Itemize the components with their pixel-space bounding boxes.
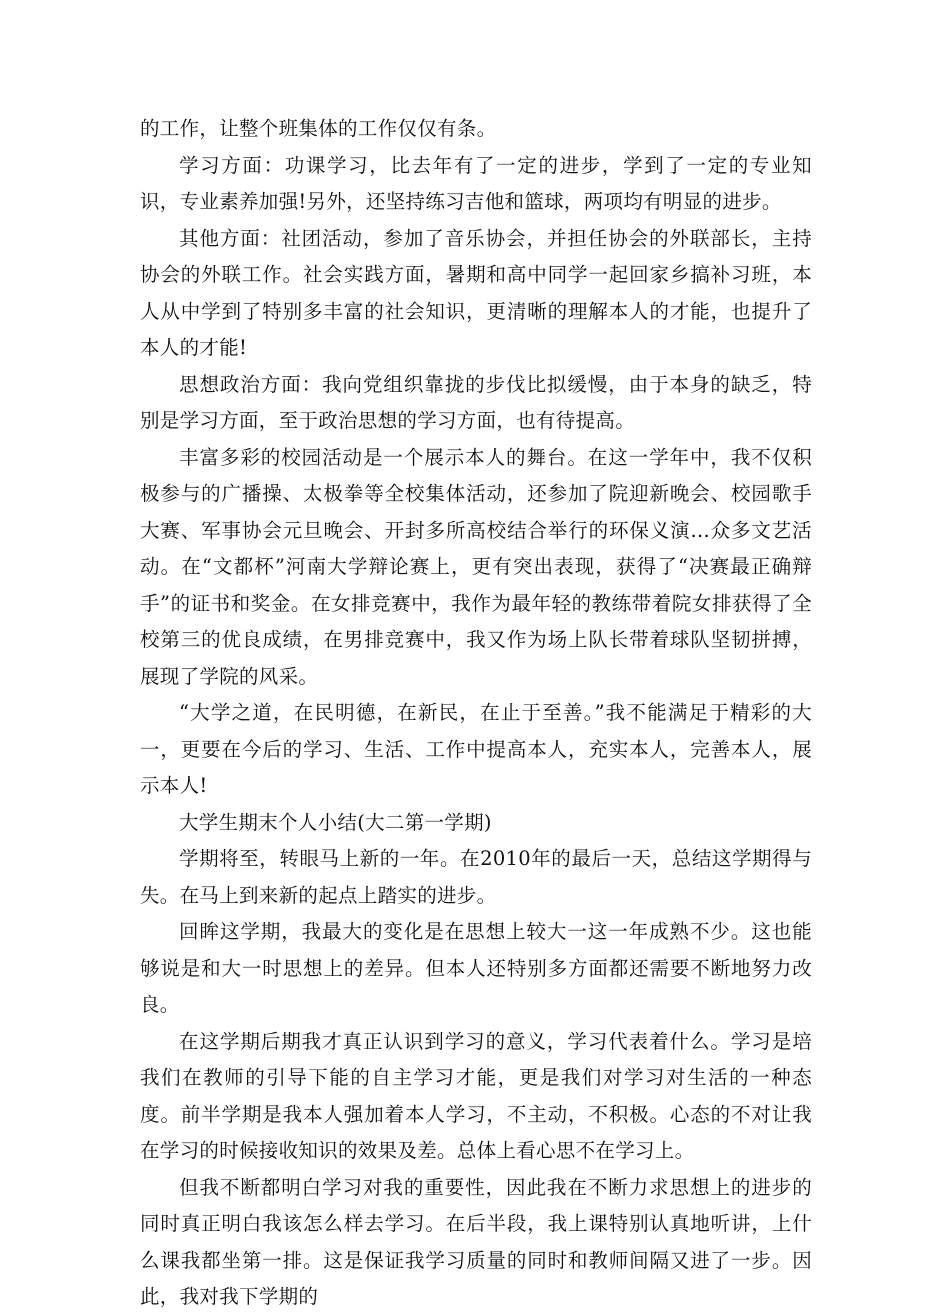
paragraph-campus-activities: 丰富多彩的校园活动是一个展示本人的舞台。在这一学年中，我不仅积极参与的广播操、太极拳等全校集体活动，还参加了院迎新晚会、校园歌手大赛、军事协会元旦晚会、开封多所高校结合举行的环保义演...众多文艺活动。在“文都杯”河南大学辩论赛上，更有突出表现，获得了“决赛最正确辩手”的证书和奖金。在女排竞赛中，我作为最年轻的教练带着院女排获得了全校第三的优良成绩，在男排竞赛中，我又作为场上队长带着球队坚韧拼搏，展现了学院的风采。 bbox=[140, 445, 812, 688]
paragraph-continuation: 的工作，让整个班集体的工作仅仅有条。 bbox=[140, 117, 497, 140]
paragraph-other-aspects: 其他方面：社团活动，参加了音乐协会，并担任协会的外联部长，主持协会的外联工作。社会实践方面，暑期和高中同学一起回家乡搞补习班，本人从中学到了特别多丰富的社会知识，更清晰的理解本人的才能，也提升了本人的才能! bbox=[140, 226, 812, 359]
paragraph-semester-end: 学期将至，转眼马上新的一年。在2010年的最后一天，总结这学期得与失。在马上到来新的起点上踏实的进步。 bbox=[140, 847, 812, 907]
paragraph-political-thought: 思想政治方面：我向党组织靠拢的步伐比拟缓慢，由于本身的缺乏，特别是学习方面，至于政治思想的学习方面，也有待提高。 bbox=[140, 372, 812, 432]
section-heading: 大学生期末个人小结(大二第一学期) bbox=[179, 810, 492, 834]
paragraph-quote: “大学之道，在民明德，在新民，在止于至善。”我不能满足于精彩的大一，更要在今后的学习、生活、工作中提高本人，充实本人，完善本人，展示本人! bbox=[140, 701, 812, 797]
paragraph-review: 回眸这学期，我最大的变化是在思想上较大一这一年成熟不少。这也能够说是和大一时思想上的差异。但本人还特别多方面都还需要不断地努力改良。 bbox=[140, 920, 812, 1016]
document-body bbox=[140, 111, 812, 1316]
paragraph-learning-meaning: 在这学期后期我才真正认识到学习的意义，学习代表着什么。学习是培我们在教师的引导下能的自主学习才能，更是我们对学习对生活的一种态度。前半学期是我本人强加着本人学习，不主动，不积极。心态的不对让我在学习的时候接收知识的效果及差。总体上看心思不在学习上。 bbox=[140, 1029, 812, 1162]
paragraph-study: 学习方面：功课学习，比去年有了一定的进步，学到了一定的专业知识，专业素养加强!另外，还坚持练习吉他和篮球，两项均有明显的进步。 bbox=[140, 153, 812, 213]
paragraph-learning-importance: 但我不断都明白学习对我的重要性，因此我在不断力求思想上的进步的同时真正明白我该怎么样去学习。在后半段，我上课特别认真地听讲，上什么课我都坐第一排。这是保证我学习质量的同时和教师间隔又进了一步。因此，我对我下学期的 bbox=[140, 1175, 812, 1308]
